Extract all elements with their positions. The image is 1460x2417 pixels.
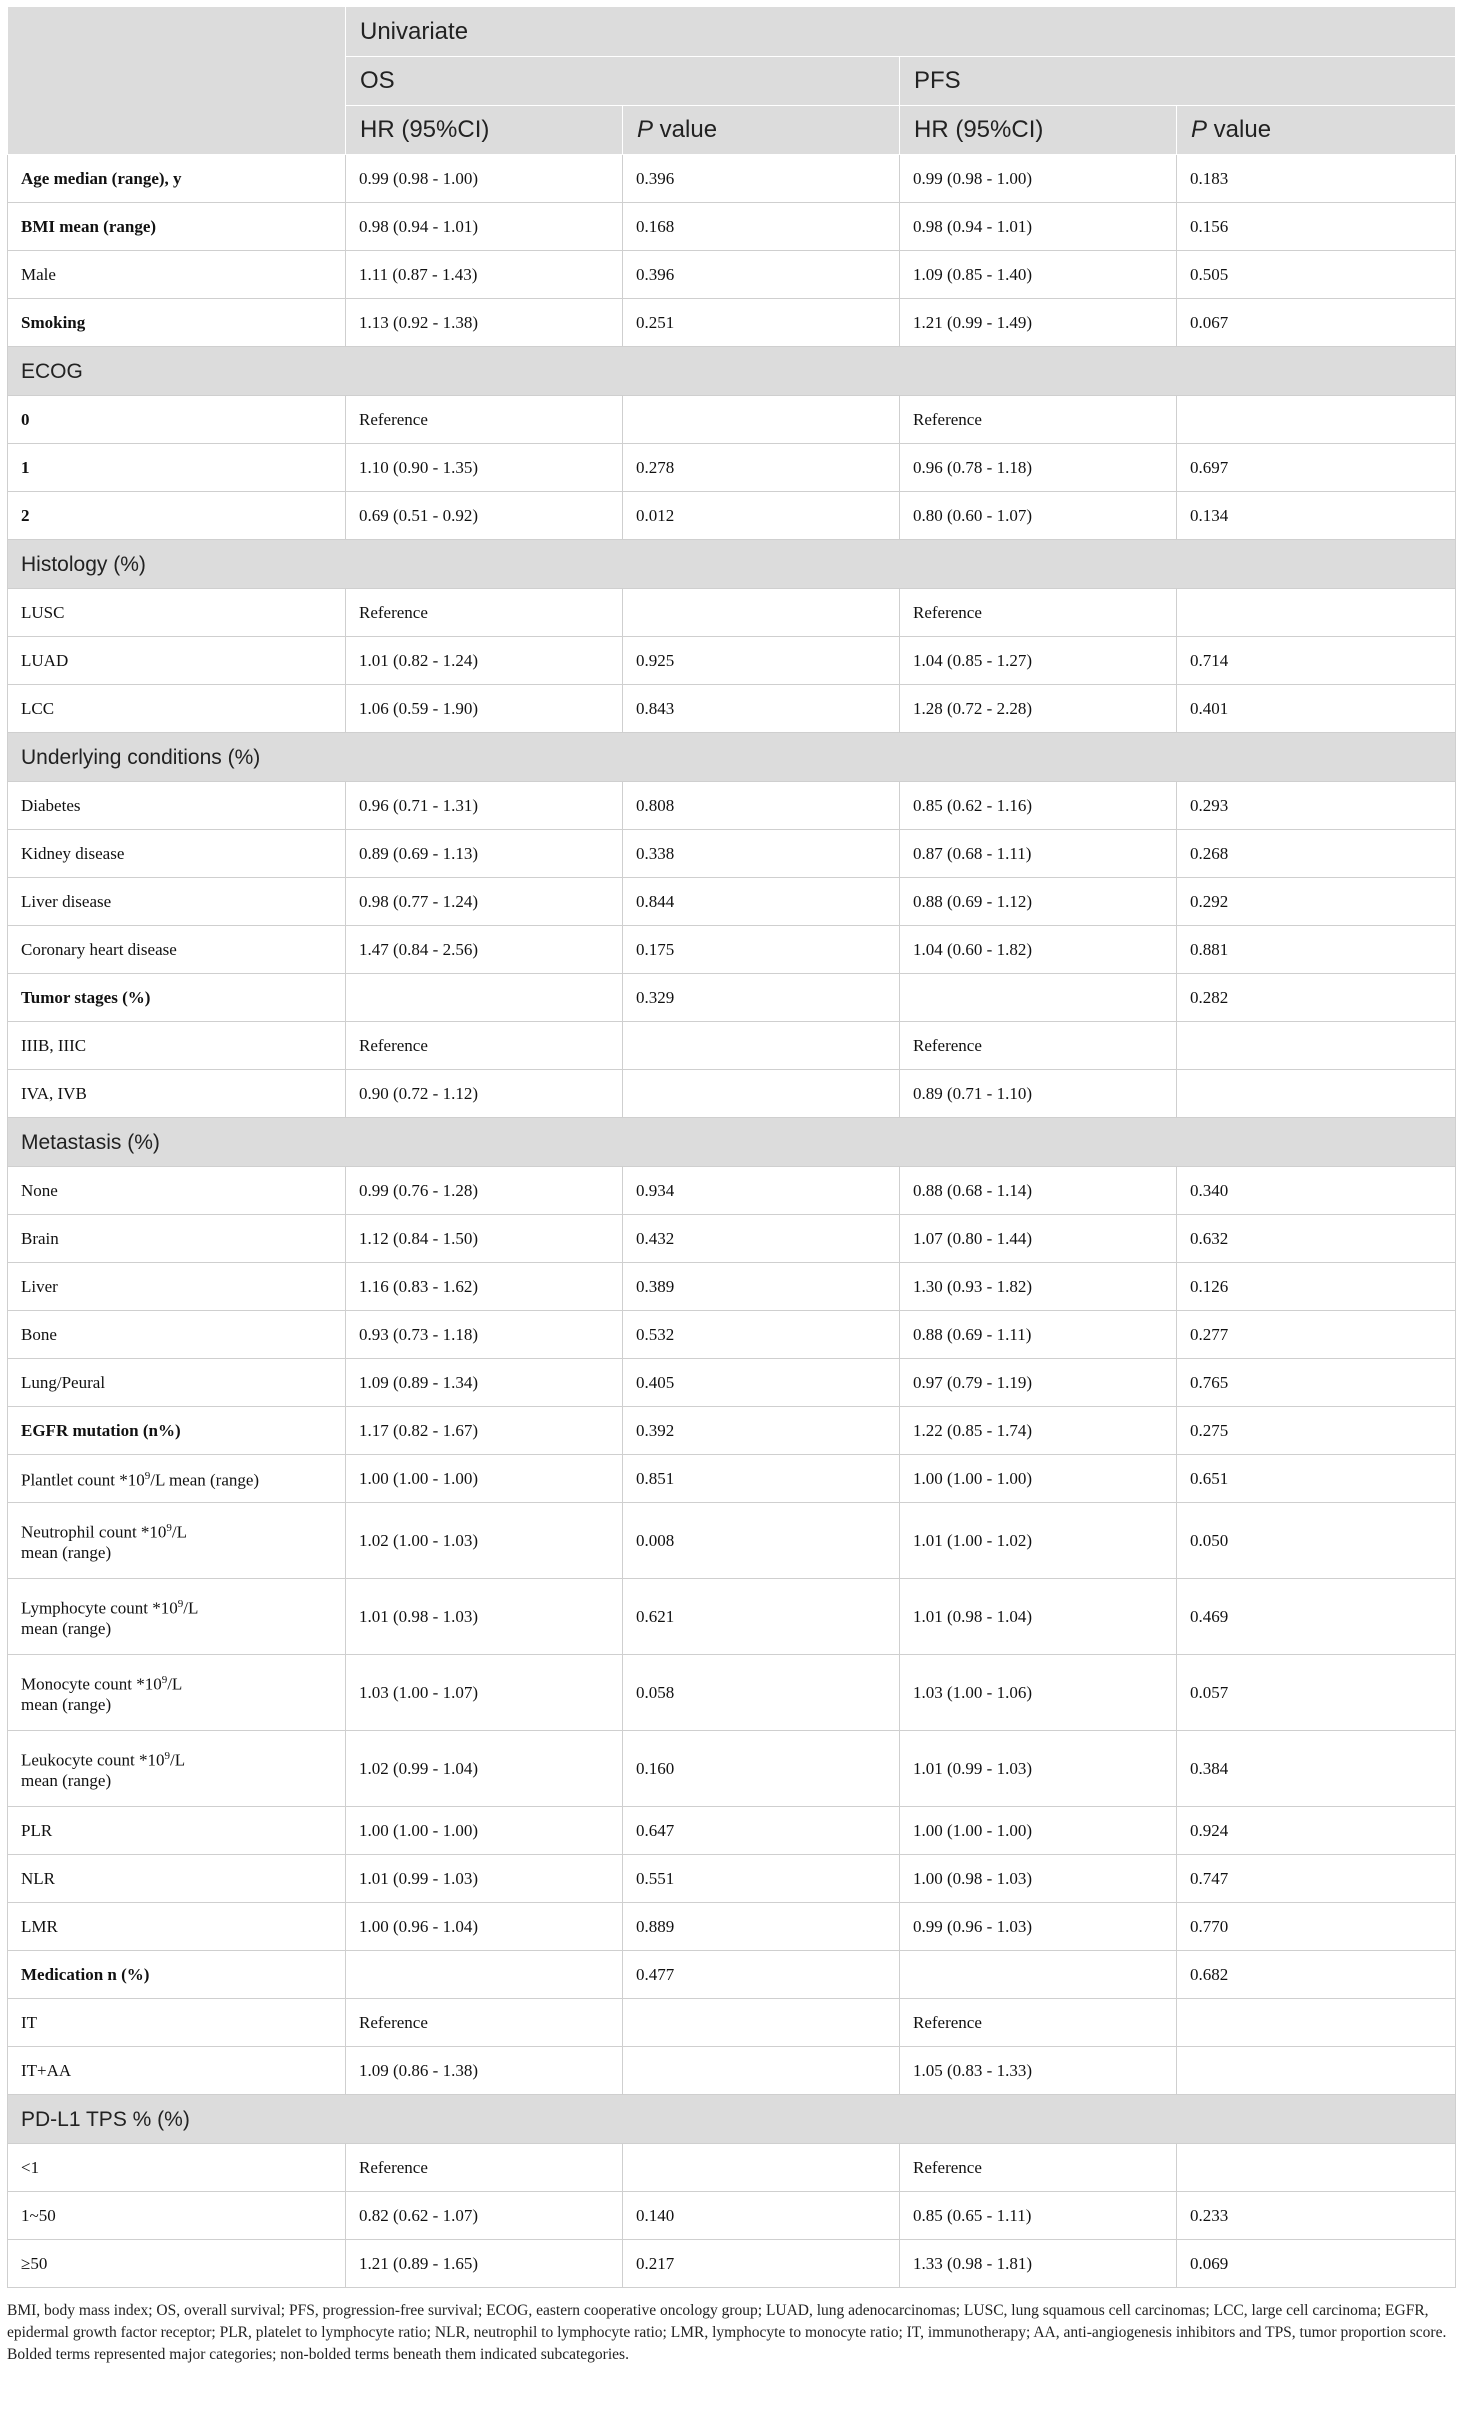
row-label-superscript: 9 bbox=[177, 1597, 184, 1610]
section-label: PD-L1 TPS % (%) bbox=[8, 2095, 1456, 2144]
table-row bbox=[8, 974, 1456, 1022]
table-row bbox=[8, 2240, 1456, 2288]
pfs-pvalue-cell bbox=[1177, 396, 1456, 444]
pfs-pvalue-cell: 0.924 bbox=[1177, 1807, 1456, 1855]
os-hr-cell: 1.16 (0.83 - 1.62) bbox=[346, 1263, 623, 1311]
os-hr-cell: 0.99 (0.76 - 1.28) bbox=[346, 1167, 623, 1215]
pfs-pvalue-cell bbox=[1177, 2144, 1456, 2192]
pfs-hr-cell: 1.01 (1.00 - 1.02) bbox=[900, 1503, 1177, 1579]
pfs-hr-cell: Reference bbox=[900, 2144, 1177, 2192]
header-blank bbox=[8, 7, 346, 155]
row-label: IIIB, IIIC bbox=[8, 1022, 346, 1070]
os-pvalue-cell: 0.168 bbox=[623, 203, 900, 251]
pfs-hr-cell: 0.88 (0.69 - 1.11) bbox=[900, 1311, 1177, 1359]
pfs-hr-cell: 1.28 (0.72 - 2.28) bbox=[900, 685, 1177, 733]
pfs-pvalue-cell: 0.881 bbox=[1177, 926, 1456, 974]
table-row bbox=[8, 2192, 1456, 2240]
table-row bbox=[8, 444, 1456, 492]
pfs-pvalue-cell bbox=[1177, 1070, 1456, 1118]
os-hr-cell: 0.96 (0.71 - 1.31) bbox=[346, 782, 623, 830]
table-row bbox=[8, 1807, 1456, 1855]
pfs-pvalue-cell: 0.632 bbox=[1177, 1215, 1456, 1263]
os-hr-cell: 1.01 (0.98 - 1.03) bbox=[346, 1579, 623, 1655]
row-label: Kidney disease bbox=[8, 830, 346, 878]
pfs-pvalue-cell: 0.067 bbox=[1177, 299, 1456, 347]
row-label-text: Lymphocyte count *10 bbox=[21, 1598, 178, 1618]
row-label: IVA, IVB bbox=[8, 1070, 346, 1118]
pfs-hr-cell: 0.98 (0.94 - 1.01) bbox=[900, 203, 1177, 251]
pfs-pvalue-cell: 0.697 bbox=[1177, 444, 1456, 492]
pfs-hr-cell: 1.00 (0.98 - 1.03) bbox=[900, 1855, 1177, 1903]
os-hr-cell: 0.82 (0.62 - 1.07) bbox=[346, 2192, 623, 2240]
pfs-pvalue-cell: 0.765 bbox=[1177, 1359, 1456, 1407]
table-row bbox=[8, 299, 1456, 347]
pfs-hr-cell: 1.33 (0.98 - 1.81) bbox=[900, 2240, 1177, 2288]
pfs-pvalue-cell: 0.277 bbox=[1177, 1311, 1456, 1359]
header-pfs-hr: HR (95%CI) bbox=[900, 106, 1177, 155]
table-row bbox=[8, 1579, 1456, 1655]
pfs-hr-cell: 1.07 (0.80 - 1.44) bbox=[900, 1215, 1177, 1263]
pfs-hr-cell: 1.00 (1.00 - 1.00) bbox=[900, 1807, 1177, 1855]
pfs-hr-cell: 0.99 (0.96 - 1.03) bbox=[900, 1903, 1177, 1951]
pfs-hr-cell: 0.85 (0.65 - 1.11) bbox=[900, 2192, 1177, 2240]
os-hr-cell: 0.69 (0.51 - 0.92) bbox=[346, 492, 623, 540]
os-pvalue-cell: 0.012 bbox=[623, 492, 900, 540]
row-label-line2: mean (range) bbox=[21, 1543, 112, 1563]
table-row bbox=[8, 1022, 1456, 1070]
row-label: PLR bbox=[8, 1807, 346, 1855]
pfs-pvalue-cell: 0.057 bbox=[1177, 1655, 1456, 1731]
pfs-pvalue-cell bbox=[1177, 589, 1456, 637]
os-hr-cell: 0.93 (0.73 - 1.18) bbox=[346, 1311, 623, 1359]
os-pvalue-cell: 0.477 bbox=[623, 1951, 900, 1999]
p-value-label: value bbox=[653, 116, 718, 143]
pfs-pvalue-cell: 0.714 bbox=[1177, 637, 1456, 685]
p-italic: P bbox=[637, 116, 654, 143]
table-row bbox=[8, 637, 1456, 685]
header-pfs: PFS bbox=[900, 57, 1456, 106]
row-label-text: Neutrophil count *10 bbox=[21, 1522, 167, 1542]
table-row bbox=[8, 926, 1456, 974]
row-label: ≥50 bbox=[8, 2240, 346, 2288]
table-row bbox=[8, 203, 1456, 251]
os-pvalue-cell: 0.925 bbox=[623, 637, 900, 685]
row-label: Smoking bbox=[8, 299, 346, 347]
table-row bbox=[8, 1503, 1456, 1579]
row-label: LCC bbox=[8, 685, 346, 733]
row-label-text: Leukocyte count *10 bbox=[21, 1750, 165, 1770]
row-label: BMI mean (range) bbox=[8, 203, 346, 251]
pfs-pvalue-cell bbox=[1177, 1999, 1456, 2047]
univariate-table bbox=[7, 7, 1456, 2288]
pfs-pvalue-cell: 0.747 bbox=[1177, 1855, 1456, 1903]
os-hr-cell: Reference bbox=[346, 2144, 623, 2192]
pfs-pvalue-cell: 0.183 bbox=[1177, 155, 1456, 203]
pfs-hr-cell: 0.85 (0.62 - 1.16) bbox=[900, 782, 1177, 830]
row-label: IT bbox=[8, 1999, 346, 2047]
pfs-hr-cell: 0.88 (0.68 - 1.14) bbox=[900, 1167, 1177, 1215]
table-row bbox=[8, 589, 1456, 637]
os-pvalue-cell: 0.140 bbox=[623, 2192, 900, 2240]
row-label-line2: mean (range) bbox=[21, 1695, 112, 1715]
pfs-hr-cell: 0.99 (0.98 - 1.00) bbox=[900, 155, 1177, 203]
row-label: <1 bbox=[8, 2144, 346, 2192]
os-hr-cell: 1.02 (0.99 - 1.04) bbox=[346, 1731, 623, 1807]
pfs-hr-cell: 0.87 (0.68 - 1.11) bbox=[900, 830, 1177, 878]
os-pvalue-cell bbox=[623, 1022, 900, 1070]
pfs-pvalue-cell: 0.275 bbox=[1177, 1407, 1456, 1455]
row-label-unit: /L bbox=[170, 1750, 186, 1770]
os-hr-cell: 0.98 (0.77 - 1.24) bbox=[346, 878, 623, 926]
table-row bbox=[8, 1167, 1456, 1215]
row-label: None bbox=[8, 1167, 346, 1215]
os-hr-cell: Reference bbox=[346, 396, 623, 444]
os-pvalue-cell: 0.389 bbox=[623, 1263, 900, 1311]
pfs-pvalue-cell: 0.069 bbox=[1177, 2240, 1456, 2288]
pfs-hr-cell: 0.80 (0.60 - 1.07) bbox=[900, 492, 1177, 540]
table-row bbox=[8, 782, 1456, 830]
table-row bbox=[8, 1731, 1456, 1807]
section-row bbox=[8, 733, 1456, 782]
pfs-hr-cell: 1.21 (0.99 - 1.49) bbox=[900, 299, 1177, 347]
os-pvalue-cell: 0.843 bbox=[623, 685, 900, 733]
os-hr-cell: 1.47 (0.84 - 2.56) bbox=[346, 926, 623, 974]
row-label: Male bbox=[8, 251, 346, 299]
row-label: EGFR mutation (n%) bbox=[8, 1407, 346, 1455]
os-pvalue-cell: 0.934 bbox=[623, 1167, 900, 1215]
pfs-hr-cell: 1.03 (1.00 - 1.06) bbox=[900, 1655, 1177, 1731]
os-pvalue-cell bbox=[623, 589, 900, 637]
table-row bbox=[8, 492, 1456, 540]
table-row bbox=[8, 878, 1456, 926]
section-label: ECOG bbox=[8, 347, 1456, 396]
table-footnote bbox=[7, 2300, 1455, 2366]
row-label bbox=[8, 1579, 346, 1655]
os-pvalue-cell: 0.217 bbox=[623, 2240, 900, 2288]
row-label: Lung/Peural bbox=[8, 1359, 346, 1407]
os-pvalue-cell: 0.396 bbox=[623, 155, 900, 203]
os-hr-cell: 0.99 (0.98 - 1.00) bbox=[346, 155, 623, 203]
pfs-pvalue-cell bbox=[1177, 2047, 1456, 2095]
table-row bbox=[8, 155, 1456, 203]
os-hr-cell: Reference bbox=[346, 1022, 623, 1070]
p-value-label: value bbox=[1207, 116, 1272, 143]
os-pvalue-cell: 0.851 bbox=[623, 1455, 900, 1503]
table-row bbox=[8, 1215, 1456, 1263]
table-row bbox=[8, 830, 1456, 878]
table-row bbox=[8, 1903, 1456, 1951]
section-label: Histology (%) bbox=[8, 540, 1456, 589]
os-hr-cell: 1.11 (0.87 - 1.43) bbox=[346, 251, 623, 299]
header-os-pvalue bbox=[623, 106, 900, 155]
pfs-pvalue-cell: 0.384 bbox=[1177, 1731, 1456, 1807]
section-row bbox=[8, 540, 1456, 589]
pfs-pvalue-cell: 0.134 bbox=[1177, 492, 1456, 540]
os-hr-cell: 0.90 (0.72 - 1.12) bbox=[346, 1070, 623, 1118]
os-pvalue-cell: 0.251 bbox=[623, 299, 900, 347]
pfs-hr-cell: 1.09 (0.85 - 1.40) bbox=[900, 251, 1177, 299]
row-label: Age median (range), y bbox=[8, 155, 346, 203]
row-label: 1 bbox=[8, 444, 346, 492]
table-container bbox=[7, 7, 1455, 2366]
header-os-hr: HR (95%CI) bbox=[346, 106, 623, 155]
pfs-hr-cell bbox=[900, 974, 1177, 1022]
header-univariate: Univariate bbox=[346, 7, 1456, 57]
section-label: Metastasis (%) bbox=[8, 1118, 1456, 1167]
os-hr-cell: 0.89 (0.69 - 1.13) bbox=[346, 830, 623, 878]
row-label bbox=[8, 1455, 346, 1503]
row-label: Tumor stages (%) bbox=[8, 974, 346, 1022]
row-label bbox=[8, 1503, 346, 1579]
row-label-text: Monocyte count *10 bbox=[21, 1674, 162, 1694]
row-label: Bone bbox=[8, 1311, 346, 1359]
row-label bbox=[8, 1655, 346, 1731]
os-hr-cell: 0.98 (0.94 - 1.01) bbox=[346, 203, 623, 251]
row-label: Liver bbox=[8, 1263, 346, 1311]
row-label-superscript: 9 bbox=[166, 1521, 172, 1534]
os-hr-cell: 1.06 (0.59 - 1.90) bbox=[346, 685, 623, 733]
os-pvalue-cell: 0.329 bbox=[623, 974, 900, 1022]
pfs-hr-cell: 0.88 (0.69 - 1.12) bbox=[900, 878, 1177, 926]
row-label-unit: /L mean (range) bbox=[150, 1470, 260, 1490]
row-label-superscript: 9 bbox=[144, 1470, 151, 1483]
os-pvalue-cell: 0.808 bbox=[623, 782, 900, 830]
os-hr-cell: 1.12 (0.84 - 1.50) bbox=[346, 1215, 623, 1263]
pfs-pvalue-cell: 0.401 bbox=[1177, 685, 1456, 733]
pfs-pvalue-cell: 0.469 bbox=[1177, 1579, 1456, 1655]
pfs-hr-cell: 1.05 (0.83 - 1.33) bbox=[900, 2047, 1177, 2095]
pfs-pvalue-cell: 0.651 bbox=[1177, 1455, 1456, 1503]
footnote-note: Bolded terms represented major categories; non-bolded terms beneath them indicated subcategories. bbox=[7, 2346, 629, 2363]
pfs-hr-cell: Reference bbox=[900, 1999, 1177, 2047]
row-label bbox=[8, 1731, 346, 1807]
table-header bbox=[8, 7, 1456, 155]
footnote-abbreviations: BMI, body mass index; OS, overall survival; PFS, progression-free survival; ECOG, eastern cooperative oncology group; LUAD, lung adenocarcinomas; LUSC, lung squamous cell carcinomas; LCC, large cell carcinoma; EGFR, epidermal growth factor receptor; PLR, platelet to lymphocyte ratio; NLR, neutrophil to lymphocyte ratio; LMR, lymphocyte to monocyte ratio; IT, immunotherapy; AA, anti-angiogenesis inhibitors and TPS, tumor proportion score. bbox=[7, 2302, 1447, 2341]
row-label: 0 bbox=[8, 396, 346, 444]
os-pvalue-cell: 0.008 bbox=[623, 1503, 900, 1579]
row-label: Liver disease bbox=[8, 878, 346, 926]
pfs-pvalue-cell: 0.268 bbox=[1177, 830, 1456, 878]
pfs-pvalue-cell: 0.126 bbox=[1177, 1263, 1456, 1311]
pfs-hr-cell: 1.01 (0.99 - 1.03) bbox=[900, 1731, 1177, 1807]
row-label-unit: /L bbox=[183, 1598, 199, 1618]
table-row bbox=[8, 1359, 1456, 1407]
row-label: LUAD bbox=[8, 637, 346, 685]
pfs-pvalue-cell bbox=[1177, 1022, 1456, 1070]
table-body bbox=[8, 155, 1456, 2288]
table-row bbox=[8, 1999, 1456, 2047]
os-hr-cell: 1.21 (0.89 - 1.65) bbox=[346, 2240, 623, 2288]
table-row bbox=[8, 1855, 1456, 1903]
row-label-unit: /L bbox=[167, 1674, 183, 1694]
pfs-pvalue-cell: 0.050 bbox=[1177, 1503, 1456, 1579]
row-label: Coronary heart disease bbox=[8, 926, 346, 974]
row-label: 1~50 bbox=[8, 2192, 346, 2240]
row-label: LMR bbox=[8, 1903, 346, 1951]
os-pvalue-cell: 0.432 bbox=[623, 1215, 900, 1263]
section-label: Underlying conditions (%) bbox=[8, 733, 1456, 782]
header-pfs-pvalue bbox=[1177, 106, 1456, 155]
os-hr-cell: Reference bbox=[346, 589, 623, 637]
p-italic: P bbox=[1191, 116, 1208, 143]
pfs-pvalue-cell: 0.505 bbox=[1177, 251, 1456, 299]
table-row bbox=[8, 2047, 1456, 2095]
os-pvalue-cell: 0.392 bbox=[623, 1407, 900, 1455]
table-row bbox=[8, 396, 1456, 444]
os-pvalue-cell: 0.278 bbox=[623, 444, 900, 492]
pfs-hr-cell: 1.22 (0.85 - 1.74) bbox=[900, 1407, 1177, 1455]
os-pvalue-cell: 0.405 bbox=[623, 1359, 900, 1407]
pfs-pvalue-cell: 0.340 bbox=[1177, 1167, 1456, 1215]
header-os: OS bbox=[346, 57, 900, 106]
os-pvalue-cell bbox=[623, 1999, 900, 2047]
row-label: Brain bbox=[8, 1215, 346, 1263]
os-hr-cell: 1.02 (1.00 - 1.03) bbox=[346, 1503, 623, 1579]
pfs-pvalue-cell: 0.233 bbox=[1177, 2192, 1456, 2240]
row-label-line2: mean (range) bbox=[21, 1619, 112, 1639]
pfs-pvalue-cell: 0.682 bbox=[1177, 1951, 1456, 1999]
section-row bbox=[8, 2095, 1456, 2144]
row-label-unit: /L bbox=[171, 1522, 188, 1542]
os-hr-cell: 1.17 (0.82 - 1.67) bbox=[346, 1407, 623, 1455]
os-hr-cell: 1.03 (1.00 - 1.07) bbox=[346, 1655, 623, 1731]
pfs-hr-cell: Reference bbox=[900, 396, 1177, 444]
os-hr-cell: 1.01 (0.82 - 1.24) bbox=[346, 637, 623, 685]
pfs-hr-cell: 1.01 (0.98 - 1.04) bbox=[900, 1579, 1177, 1655]
pfs-hr-cell: Reference bbox=[900, 589, 1177, 637]
os-hr-cell: 1.13 (0.92 - 1.38) bbox=[346, 299, 623, 347]
table-row bbox=[8, 685, 1456, 733]
os-hr-cell: 1.00 (0.96 - 1.04) bbox=[346, 1903, 623, 1951]
row-label: 2 bbox=[8, 492, 346, 540]
table-row bbox=[8, 1951, 1456, 1999]
os-hr-cell: 1.10 (0.90 - 1.35) bbox=[346, 444, 623, 492]
table-row bbox=[8, 1655, 1456, 1731]
os-pvalue-cell bbox=[623, 396, 900, 444]
pfs-pvalue-cell: 0.770 bbox=[1177, 1903, 1456, 1951]
os-pvalue-cell bbox=[623, 1070, 900, 1118]
os-hr-cell: 1.01 (0.99 - 1.03) bbox=[346, 1855, 623, 1903]
row-label: Medication n (%) bbox=[8, 1951, 346, 1999]
row-label: NLR bbox=[8, 1855, 346, 1903]
os-pvalue-cell: 0.551 bbox=[623, 1855, 900, 1903]
pfs-hr-cell: 0.96 (0.78 - 1.18) bbox=[900, 444, 1177, 492]
row-label: Diabetes bbox=[8, 782, 346, 830]
os-pvalue-cell bbox=[623, 2047, 900, 2095]
pfs-hr-cell: 1.04 (0.60 - 1.82) bbox=[900, 926, 1177, 974]
pfs-hr-cell: Reference bbox=[900, 1022, 1177, 1070]
os-hr-cell: 1.00 (1.00 - 1.00) bbox=[346, 1455, 623, 1503]
os-hr-cell: Reference bbox=[346, 1999, 623, 2047]
os-pvalue-cell: 0.532 bbox=[623, 1311, 900, 1359]
pfs-hr-cell: 0.97 (0.79 - 1.19) bbox=[900, 1359, 1177, 1407]
pfs-pvalue-cell: 0.282 bbox=[1177, 974, 1456, 1022]
table-row bbox=[8, 2144, 1456, 2192]
os-pvalue-cell: 0.058 bbox=[623, 1655, 900, 1731]
row-label-line2: mean (range) bbox=[21, 1771, 112, 1791]
table-row bbox=[8, 251, 1456, 299]
os-pvalue-cell: 0.889 bbox=[623, 1903, 900, 1951]
os-hr-cell: 1.09 (0.89 - 1.34) bbox=[346, 1359, 623, 1407]
os-pvalue-cell: 0.647 bbox=[623, 1807, 900, 1855]
table-row bbox=[8, 1263, 1456, 1311]
row-label-superscript: 9 bbox=[161, 1673, 168, 1686]
os-hr-cell: 1.09 (0.86 - 1.38) bbox=[346, 2047, 623, 2095]
row-label: IT+AA bbox=[8, 2047, 346, 2095]
pfs-hr-cell: 1.30 (0.93 - 1.82) bbox=[900, 1263, 1177, 1311]
pfs-hr-cell: 1.00 (1.00 - 1.00) bbox=[900, 1455, 1177, 1503]
os-hr-cell bbox=[346, 1951, 623, 1999]
table-row bbox=[8, 1407, 1456, 1455]
os-pvalue-cell: 0.844 bbox=[623, 878, 900, 926]
table-row bbox=[8, 1070, 1456, 1118]
os-pvalue-cell: 0.160 bbox=[623, 1731, 900, 1807]
os-hr-cell bbox=[346, 974, 623, 1022]
row-label-text: Plantlet count *10 bbox=[21, 1470, 145, 1490]
row-label: LUSC bbox=[8, 589, 346, 637]
pfs-pvalue-cell: 0.156 bbox=[1177, 203, 1456, 251]
pfs-hr-cell: 0.89 (0.71 - 1.10) bbox=[900, 1070, 1177, 1118]
os-pvalue-cell: 0.621 bbox=[623, 1579, 900, 1655]
pfs-hr-cell bbox=[900, 1951, 1177, 1999]
table-row bbox=[8, 1311, 1456, 1359]
table-row bbox=[8, 1455, 1456, 1503]
os-hr-cell: 1.00 (1.00 - 1.00) bbox=[346, 1807, 623, 1855]
os-pvalue-cell: 0.338 bbox=[623, 830, 900, 878]
section-row bbox=[8, 1118, 1456, 1167]
os-pvalue-cell: 0.396 bbox=[623, 251, 900, 299]
pfs-pvalue-cell: 0.292 bbox=[1177, 878, 1456, 926]
row-label-superscript: 9 bbox=[164, 1749, 171, 1762]
os-pvalue-cell: 0.175 bbox=[623, 926, 900, 974]
section-row bbox=[8, 347, 1456, 396]
os-pvalue-cell bbox=[623, 2144, 900, 2192]
pfs-pvalue-cell: 0.293 bbox=[1177, 782, 1456, 830]
pfs-hr-cell: 1.04 (0.85 - 1.27) bbox=[900, 637, 1177, 685]
